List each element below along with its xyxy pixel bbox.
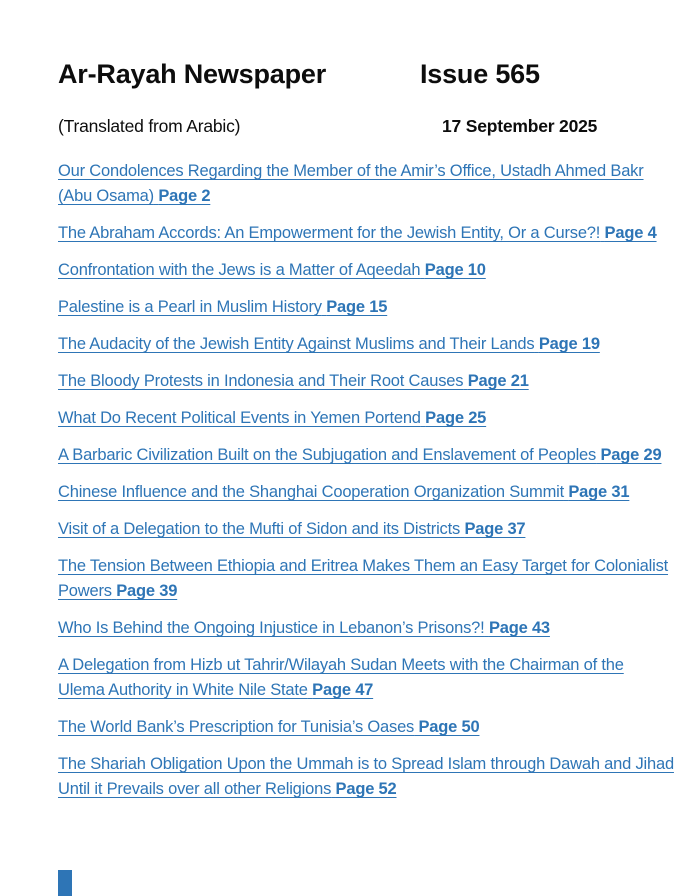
table-of-contents bbox=[58, 159, 674, 802]
toc-link-line: A Barbaric Civilization Built on the Subjugation and Enslavement of Peoples Page 29 bbox=[58, 446, 662, 464]
toc-link-line: The Shariah Obligation Upon the Ummah is to Spread Islam through Dawah and Jihad bbox=[58, 755, 674, 773]
toc-link[interactable] bbox=[58, 332, 638, 357]
toc-link[interactable] bbox=[58, 653, 638, 703]
toc-link-line: (Abu Osama) Page 2 bbox=[58, 187, 211, 205]
toc-page-label: Page 4 bbox=[604, 224, 657, 242]
toc-page-label: Page 43 bbox=[488, 619, 550, 637]
toc-page-label: Page 47 bbox=[312, 681, 374, 699]
toc-item bbox=[58, 752, 674, 802]
toc-link-line: The Bloody Protests in Indonesia and Their Root Causes Page 21 bbox=[58, 372, 529, 390]
toc-item bbox=[58, 653, 638, 703]
toc-page-label: Page 31 bbox=[568, 483, 630, 501]
toc-link-line: The Audacity of the Jewish Entity Against Muslims and Their Lands Page 19 bbox=[58, 335, 600, 353]
toc-item bbox=[58, 554, 669, 604]
toc-page-label: Page 10 bbox=[424, 261, 486, 279]
toc-link[interactable] bbox=[58, 554, 669, 604]
toc-item bbox=[58, 332, 638, 357]
toc-item bbox=[58, 616, 638, 641]
toc-page-label: Page 15 bbox=[326, 298, 388, 316]
toc-item bbox=[58, 517, 638, 542]
toc-link[interactable] bbox=[58, 406, 638, 431]
toc-item bbox=[58, 258, 638, 283]
toc-link[interactable] bbox=[58, 369, 638, 394]
toc-link-line: Confrontation with the Jews is a Matter of Aqeedah Page 10 bbox=[58, 261, 486, 279]
toc-link-line: The Abraham Accords: An Empowerment for the Jewish Entity, Or a Curse?! Page 4 bbox=[58, 224, 657, 242]
toc-link-line: The World Bank’s Prescription for Tunisia’s Oases Page 50 bbox=[58, 718, 480, 736]
next-page-link-peek[interactable] bbox=[58, 870, 72, 896]
toc-link[interactable] bbox=[58, 616, 638, 641]
toc-page-label: Page 19 bbox=[538, 335, 600, 353]
toc-link-line: Who Is Behind the Ongoing Injustice in Lebanon’s Prisons?! Page 43 bbox=[58, 619, 550, 637]
toc-item bbox=[58, 715, 638, 740]
toc-page-label: Page 2 bbox=[158, 187, 211, 205]
toc-item bbox=[58, 443, 662, 468]
toc-link-line: Ulema Authority in White Nile State Page 47 bbox=[58, 681, 374, 699]
toc-link-line: What Do Recent Political Events in Yemen Portend Page 25 bbox=[58, 409, 487, 427]
toc-link-line: Palestine is a Pearl in Muslim History Page 15 bbox=[58, 298, 388, 316]
header-row-1 bbox=[58, 58, 638, 92]
toc-link[interactable] bbox=[58, 295, 638, 320]
toc-link[interactable] bbox=[58, 221, 657, 246]
toc-item bbox=[58, 159, 644, 209]
toc-link-line: Powers Page 39 bbox=[58, 582, 178, 600]
toc-item bbox=[58, 295, 638, 320]
issue-number: Issue 565 bbox=[420, 59, 540, 89]
toc-item bbox=[58, 369, 638, 394]
toc-page-label: Page 37 bbox=[464, 520, 526, 538]
toc-link-line: Chinese Influence and the Shanghai Cooperation Organization Summit Page 31 bbox=[58, 483, 630, 501]
toc-page-label: Page 29 bbox=[600, 446, 662, 464]
toc-link-line: A Delegation from Hizb ut Tahrir/Wilayah Sudan Meets with the Chairman of the bbox=[58, 656, 624, 674]
toc-link[interactable] bbox=[58, 715, 638, 740]
toc-item bbox=[58, 480, 638, 505]
toc-page-label: Page 25 bbox=[425, 409, 487, 427]
toc-page-label: Page 21 bbox=[467, 372, 529, 390]
issue-date: 17 September 2025 bbox=[442, 116, 598, 136]
translation-note: (Translated from Arabic) bbox=[58, 116, 241, 136]
toc-item bbox=[58, 221, 657, 246]
toc-link[interactable] bbox=[58, 517, 638, 542]
toc-link[interactable] bbox=[58, 159, 644, 209]
toc-page-label: Page 52 bbox=[335, 780, 397, 798]
toc-page-label: Page 39 bbox=[116, 582, 178, 600]
toc-link-line: Our Condolences Regarding the Member of the Amir’s Office, Ustadh Ahmed Bakr bbox=[58, 162, 644, 180]
toc-link[interactable] bbox=[58, 752, 674, 802]
toc-link[interactable] bbox=[58, 258, 638, 283]
toc-link-line: Visit of a Delegation to the Mufti of Sidon and its Districts Page 37 bbox=[58, 520, 526, 538]
page-title: Ar-Rayah Newspaper bbox=[58, 59, 326, 89]
toc-link[interactable] bbox=[58, 443, 662, 468]
toc-item bbox=[58, 406, 638, 431]
toc-link[interactable] bbox=[58, 480, 638, 505]
toc-page-label: Page 50 bbox=[418, 718, 480, 736]
toc-link-line: Until it Prevails over all other Religions Page 52 bbox=[58, 780, 397, 798]
header-row-2 bbox=[58, 115, 638, 138]
toc-link-line: The Tension Between Ethiopia and Eritrea Makes Them an Easy Target for Colonialist bbox=[58, 557, 669, 575]
